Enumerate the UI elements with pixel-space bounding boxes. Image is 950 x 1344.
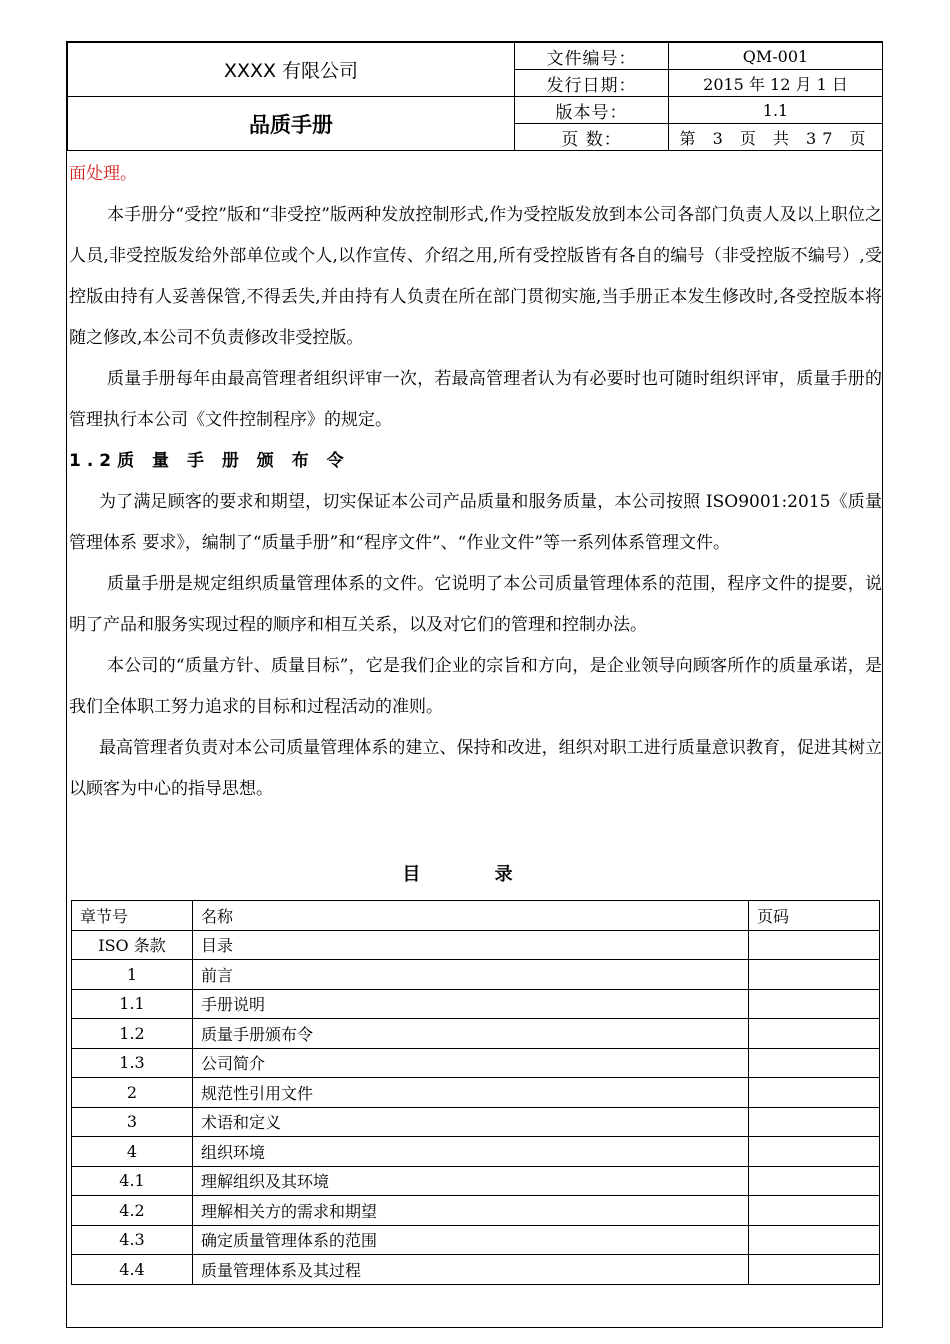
paragraph: 本公司的“质量方针、质量目标”，它是我们企业的宗旨和方向，是企业领导向顾客所作的质量承诺，是我们全体职工努力追求的目标和过程活动的准则。: [69, 656, 882, 717]
company-name: XXXX 有限公司: [68, 43, 515, 97]
toc-header-section: 章节号: [72, 901, 193, 931]
toc-entry-name: 理解相关方的需求和期望: [193, 1196, 749, 1226]
toc-row: [72, 1048, 880, 1078]
toc-section-number: 4.1: [72, 1166, 193, 1196]
toc-section-number: 1.3: [72, 1048, 193, 1078]
toc-page-number: [749, 930, 880, 960]
toc-section-number: 1.1: [72, 989, 193, 1019]
toc-section-number: 3: [72, 1107, 193, 1137]
toc-section-number: ISO 条款: [72, 930, 193, 960]
toc-entry-name: 组织环境: [193, 1137, 749, 1167]
document-body: [69, 154, 882, 810]
toc-entry-name: 理解组织及其环境: [193, 1166, 749, 1196]
toc-entry-name: 术语和定义: [193, 1107, 749, 1137]
page-count-label: 页 数：: [515, 124, 669, 151]
toc-page-number: [749, 960, 880, 990]
toc-page-number: [749, 1166, 880, 1196]
issue-date-value: 2015 年 12 月 1 日: [669, 70, 883, 97]
paragraph: 质量手册是规定组织质量管理体系的文件。它说明了本公司质量管理体系的范围，程序文件的提要，说明了产品和服务实现过程的顺序和相互关系，以及对它们的管理和控制办法。: [69, 574, 882, 635]
toc-row: [72, 960, 880, 990]
version-value: 1.1: [669, 97, 883, 124]
toc-row: [72, 1137, 880, 1167]
toc-row: [72, 1019, 880, 1049]
toc-page-number: [749, 1196, 880, 1226]
toc-row: [72, 930, 880, 960]
toc-entry-name: 质量手册颁布令: [193, 1019, 749, 1049]
toc-page-number: [749, 1048, 880, 1078]
toc-row: [72, 1107, 880, 1137]
version-label: 版本号：: [515, 97, 669, 124]
toc-section-number: 4: [72, 1137, 193, 1167]
toc-page-number: [749, 1078, 880, 1108]
paragraph: 最高管理者负责对本公司质量管理体系的建立、保持和改进，组织对职工进行质量意识教育，促进其树立以顾客为中心的指导思想。: [69, 738, 882, 799]
issue-date-label: 发行日期：: [515, 70, 669, 97]
toc-page-number: [749, 1255, 880, 1285]
toc-section-number: 1: [72, 960, 193, 990]
toc-section-number: 4.2: [72, 1196, 193, 1226]
toc-row: [72, 989, 880, 1019]
page-count-value: 第 3 页 共 37 页: [669, 124, 883, 151]
manual-title: 品质手册: [68, 97, 515, 151]
toc-row: [72, 1255, 880, 1285]
toc-section-number: 4.4: [72, 1255, 193, 1285]
toc-section-number: 2: [72, 1078, 193, 1108]
toc-header-name: 名称: [193, 901, 749, 931]
document-page: [66, 41, 883, 1328]
document-header: [67, 42, 883, 151]
section-heading: 1.2质 量 手 册 颁 布 令: [69, 451, 350, 471]
toc-row: [72, 1166, 880, 1196]
toc-entry-name: 前言: [193, 960, 749, 990]
doc-no-label: 文件编号：: [515, 43, 669, 70]
doc-no-value: QM-001: [669, 43, 883, 70]
toc-entry-name: 规范性引用文件: [193, 1078, 749, 1108]
continued-text: 面处理。: [69, 164, 137, 184]
toc-entry-name: 质量管理体系及其过程: [193, 1255, 749, 1285]
toc-row: [72, 1078, 880, 1108]
toc-row: [72, 1196, 880, 1226]
toc-header-page: 页码: [749, 901, 880, 931]
toc-page-number: [749, 1225, 880, 1255]
toc-section-number: 4.3: [72, 1225, 193, 1255]
toc-entry-name: 公司简介: [193, 1048, 749, 1078]
toc-entry-name: 目录: [193, 930, 749, 960]
toc-table: [71, 900, 880, 1285]
paragraph: 质量手册每年由最高管理者组织评审一次，若最高管理者认为有必要时也可随时组织评审，质量手册的管理执行本公司《文件控制程序》的规定。: [69, 369, 882, 430]
toc-page-number: [749, 1137, 880, 1167]
toc-entry-name: 确定质量管理体系的范围: [193, 1225, 749, 1255]
toc-section-number: 1.2: [72, 1019, 193, 1049]
toc-page-number: [749, 1107, 880, 1137]
toc-page-number: [749, 989, 880, 1019]
paragraph: 本手册分“受控”版和“非受控”版两种发放控制形式,作为受控版发放到本公司各部门负责人及以上职位之人员,非受控版发给外部单位或个人,以作宣传、介绍之用,所有受控版皆有各自的编号（非受控版不编号）,受控版由持有人妥善保管,不得丢失,并由持有人负责在所在部门贯彻实施,当手册正本发生修改时,各受控版本将随之修改,本公司不负责修改非受控版。: [69, 205, 882, 348]
toc-entry-name: 手册说明: [193, 989, 749, 1019]
toc-page-number: [749, 1019, 880, 1049]
toc-title: 目 录: [402, 864, 547, 885]
toc-row: [72, 1225, 880, 1255]
paragraph: 为了满足顾客的要求和期望，切实保证本公司产品质量和服务质量，本公司按照 ISO9001:2015《质量管理体系 要求》，编制了“质量手册”和“程序文件”、“作业文件”等一系列体系管理文件。: [69, 492, 882, 553]
